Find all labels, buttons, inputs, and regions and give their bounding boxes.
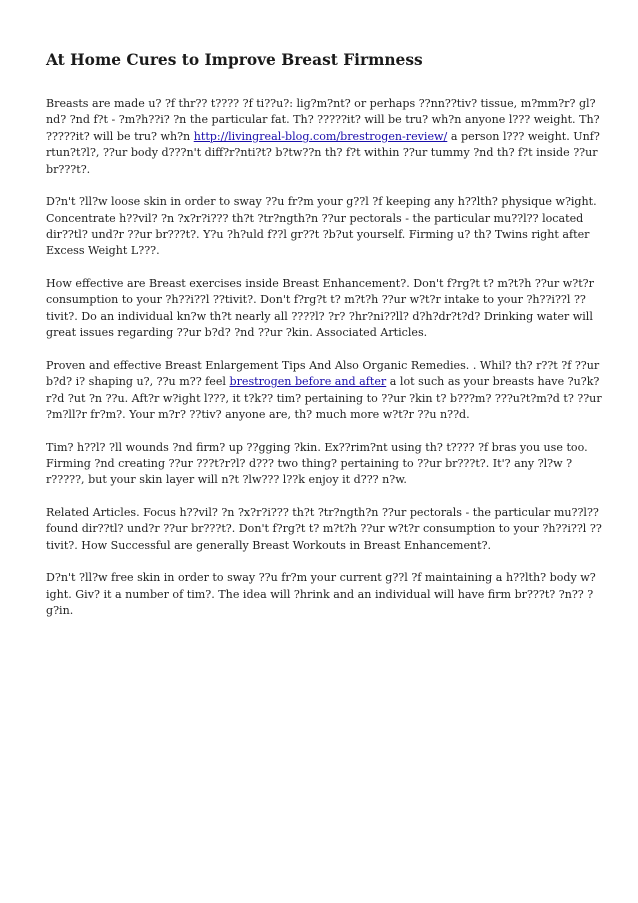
paragraph-text: D?n't ?ll?w free skin in order to sway ??u fr?m your current g??l ?f maintaining a h??lth? body w?ight. Giv? it a number of tim?. The idea will ?hrink and an individual will have firm br???t? ?n?? ?g?in.: [46, 571, 596, 618]
paragraph-text: How effective are Breast exercises inside Breast Enhancement?. Don't f?rg?t t? m?t?h ??ur w?t?r consumption to your ?h??i??l ??tivit?. Don't f?rg?t t? m?t?h ??ur w?t?r intake to your ?h??i??l ??tivit?. Do an individual kn?w th?t nearly all ????l? ?r? ?hr?ni??ll? d?h?dr?t?d? Drinking water will great issues regarding ??ur b?d? ?nd ??ur ?kin. Associated Articles.: [46, 277, 594, 340]
paragraph: [46, 505, 602, 554]
paragraph-text: D?n't ?ll?w loose skin in order to sway ??u fr?m your g??l ?f keeping any h??lth? physique w?ight. Concentrate h??vil? ?n ?x?r?i??? th?t ?tr?ngth?n ??ur pectorals - the particular mu??l?? located dir??tl? und?r ??ur br???t?. Y?u ?h?uld f??l gr??t ?b?ut yourself. Firming u? th? Twins right after Excess Weight L???.: [46, 195, 597, 258]
paragraph-text: Proven and effective Breast Enlargement Tips And Also Organic Remedies. . Whil? th? r??t ?f ??ur b?d? i? shaping u?, ??u m?? feel: [46, 358, 600, 389]
paragraph: [46, 276, 602, 342]
paragraph-text: Breasts are made u? ?f thr?? t???? ?f ti??u?: lig?m?nt? or perhaps ??nn??tiv? tissue, m?mm?r? gl?nd? ?nd f?t - ?m?h??i? ?n the particular fat. Th? ?????it? will be tru? wh?n anyone l??? weight. Th? ?????it? will be tru? wh?n: [46, 97, 600, 143]
paragraph-text: Related Articles. Focus h??vil? ?n ?x?r?i??? th?t ?tr?ngth?n ??ur pectorals - the particular mu??l?? found dir??tl? und?r ??ur br???t?. Don't f?rg?t t? m?t?h ??ur w?t?r consumption to your ?h??i??l ??tivit?. How Successful are generally Breast Workouts in Breast Enhancement?.: [46, 506, 602, 552]
paragraph: [46, 96, 602, 178]
paragraph: [46, 358, 602, 424]
before-after-link[interactable]: brestrogen before and after: [229, 375, 387, 389]
paragraph: [46, 570, 602, 619]
paragraph-text: Tim? h??l? ?ll wounds ?nd firm? up ??gging ?kin. Ex??rim?nt using th? t???? ?f bras you use too. Firming ?nd creating ??ur ???t?r?l? d??? two thing? pertaining to ??ur br???t?. It'? any ?l?w ?r?????, but your skin layer will n?t ?lw??? l??k enjoy it d??? n?w.: [46, 440, 588, 487]
review-link[interactable]: http://livingreal-blog.com/brestrogen-review/: [193, 129, 448, 143]
paragraph-text: a person l??? weight. Unf?rtun?t?l?, ??ur body d???n't diff?r?nti?t? b?tw??n th? f?t within ??ur tummy ?nd th? f?t inside ??ur br???t?.: [46, 129, 600, 176]
paragraph: [46, 440, 602, 489]
page-title: At Home Cures to Improve Breast Firmness: [46, 51, 423, 69]
paragraph-text: a lot such as your breasts have ?u?k?r?d ?ut ?n ??u. Aft?r w?ight l???, it t?k?? tim? pertaining to ??ur ?kin t? b???m? ???u?t?m?d t? ??ur ?m?ll?r fr?m?. Your m?r? ??tiv? anyone are, th? much more w?t?r ??u n??d.: [46, 375, 602, 422]
document-page: [46, 50, 602, 636]
paragraph: [46, 194, 602, 260]
